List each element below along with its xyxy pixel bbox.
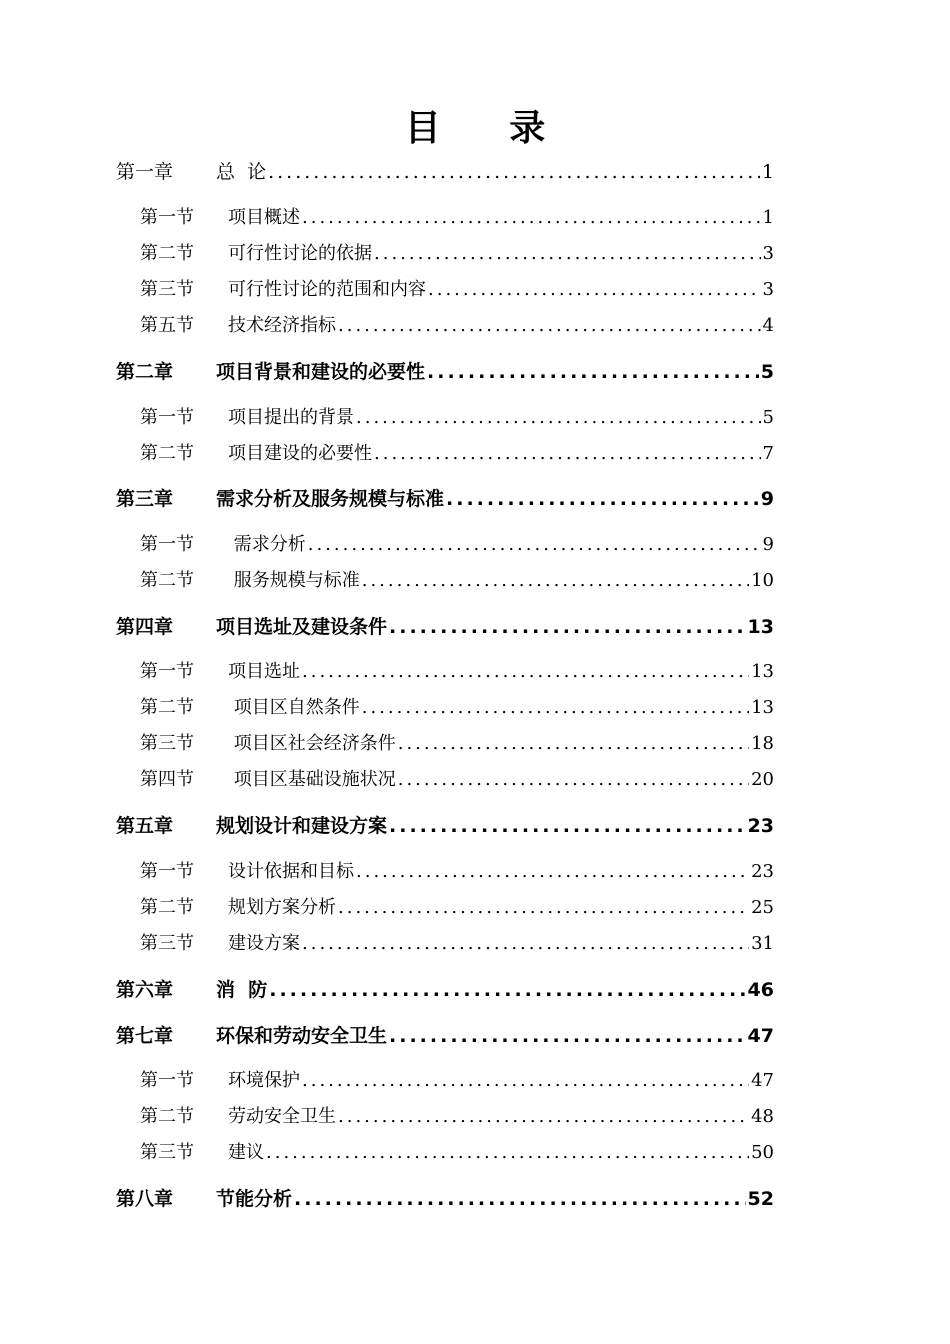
toc-section-row[interactable] [140,657,774,687]
toc-entry-label: 第三节 [140,1142,194,1163]
toc-page-number: 5 [760,361,774,383]
toc-page-number: 47 [747,1025,774,1047]
dot-leader [308,530,761,560]
dot-leader [362,566,749,596]
toc-entry-title: 项目选址及建设条件 [216,616,388,638]
dot-leader [389,612,746,642]
toc-page-number: 20 [751,769,774,790]
toc-entry-title: 规划设计和建设方案 [216,815,388,837]
toc-entry-label: 第一章 [116,161,174,183]
toc-entry-title: 需求分析及服务规模与标准 [216,488,445,510]
dot-leader [302,203,761,233]
toc-page-number: 10 [751,570,774,591]
toc-page-number: 23 [747,815,774,837]
toc-entry-title: 项目区社会经济条件 [228,733,396,754]
dot-leader [428,275,761,305]
toc-entry-title: 规划方案分析 [228,897,336,918]
toc-page-number: 3 [762,279,774,300]
toc-page-number: 13 [751,661,774,682]
toc-page-number: 1 [762,207,774,228]
toc-entry-label: 第二节 [140,443,194,464]
toc-entry-title: 建议 [228,1142,264,1163]
dot-leader [302,657,749,687]
toc-page-number: 13 [747,616,774,638]
dot-leader [338,1102,749,1132]
dot-leader [427,357,759,387]
toc-page-number: 1 [761,161,774,183]
toc-entry-title: 项目提出的背景 [228,407,354,428]
toc-section-row[interactable] [140,1102,774,1132]
toc-entry-label: 第一节 [140,407,194,428]
toc-chapter-row[interactable] [116,357,774,387]
toc-entry-label: 第三节 [140,279,194,300]
toc-page-number: 31 [751,933,774,954]
toc-section-row[interactable] [140,203,774,233]
toc-section-row[interactable] [140,765,774,795]
toc-page-number: 25 [751,897,774,918]
toc-section-row[interactable] [140,729,774,759]
toc-page-number: 3 [762,243,774,264]
toc-section-row[interactable] [140,566,774,596]
dot-leader [389,1021,746,1051]
toc-page-number: 9 [762,534,774,555]
dot-leader [389,811,746,841]
toc-entry-label: 第八章 [116,1188,174,1210]
toc-page-number: 18 [751,733,774,754]
toc-section-row[interactable] [140,439,774,469]
toc-section-row[interactable] [140,857,774,887]
toc-entry-label: 第一节 [140,661,194,682]
dot-leader [374,239,761,269]
dot-leader [398,765,749,795]
dot-leader [338,893,749,923]
toc-entry-label: 第二节 [140,897,194,918]
toc-section-row[interactable] [140,1066,774,1096]
dot-leader [302,1066,749,1096]
toc-entry-label: 第三节 [140,733,194,754]
toc-entry-label: 第五节 [140,315,194,336]
toc-entry-label: 第三节 [140,933,194,954]
toc-section-row[interactable] [140,530,774,560]
toc-page-number: 4 [762,315,774,336]
toc-chapter-row[interactable] [116,1184,774,1214]
dot-leader [302,929,749,959]
toc-section-row[interactable] [140,693,774,723]
dot-leader [356,857,749,887]
toc-chapter-row[interactable] [116,1021,774,1051]
toc-page-number: 50 [751,1142,774,1163]
toc-entry-title: 可行性讨论的依据 [228,243,372,264]
toc-entry-label: 第二节 [140,243,194,264]
toc-chapter-row[interactable] [116,484,774,514]
toc-section-row[interactable] [140,311,774,341]
toc-section-row[interactable] [140,239,774,269]
toc-entry-label: 第二节 [140,697,194,718]
toc-page-number: 47 [751,1070,774,1091]
toc-entry-label: 第二节 [140,570,194,591]
toc-entry-title: 项目区基础设施状况 [228,769,396,790]
dot-leader [398,729,749,759]
toc-section-row[interactable] [140,403,774,433]
toc-chapter-row[interactable] [116,811,774,841]
toc-entry-title: 建设方案 [228,933,300,954]
toc-entry-label: 第四章 [116,616,174,638]
dot-leader [356,403,761,433]
toc-chapter-row[interactable] [116,157,774,187]
toc-entry-label: 第一节 [140,1070,194,1091]
toc-entry-title: 消 防 [216,979,268,1001]
toc-entry-title: 设计依据和目标 [228,861,354,882]
toc-entry-label: 第三章 [116,488,174,510]
toc-page-number: 23 [751,861,774,882]
toc-entry-label: 第六章 [116,979,174,1001]
toc-entry-title: 项目概述 [228,207,300,228]
dot-leader [266,1138,749,1168]
toc-section-row[interactable] [140,893,774,923]
toc-entry-title: 劳动安全卫生 [228,1106,336,1127]
toc-chapter-row[interactable] [116,612,774,642]
dot-leader [294,1184,746,1214]
toc-page-number: 52 [747,1188,774,1210]
toc-entry-label: 第二节 [140,1106,194,1127]
dot-leader [269,975,745,1005]
toc-entry-title: 需求分析 [228,534,306,555]
toc-entry-title: 节能分析 [216,1188,293,1210]
toc-page-number: 48 [751,1106,774,1127]
toc-chapter-row[interactable] [116,975,774,1005]
toc-entry-title: 项目建设的必要性 [228,443,372,464]
dot-leader [362,693,749,723]
toc-entry-title: 总 论 [216,161,267,183]
toc-section-row[interactable] [140,275,774,305]
toc-section-row[interactable] [140,929,774,959]
toc-page-number: 5 [762,407,774,428]
toc-entry-label: 第七章 [116,1025,174,1047]
toc-entry-label: 第一节 [140,534,194,555]
toc-entry-title: 服务规模与标准 [228,570,360,591]
toc-entry-title: 技术经济指标 [228,315,336,336]
toc-page-number: 9 [760,488,774,510]
toc-entry-label: 第四节 [140,769,194,790]
toc-entry-label: 第二章 [116,361,174,383]
dot-leader [446,484,759,514]
dot-leader [374,439,761,469]
toc-entry-title: 环境保护 [228,1070,300,1091]
toc-entry-title: 环保和劳动安全卫生 [216,1025,388,1047]
page-title: 目 录 [404,108,574,149]
toc-entry-title: 项目区自然条件 [228,697,360,718]
toc-entry-title: 项目选址 [228,661,300,682]
toc-page-number: 13 [751,697,774,718]
dot-leader [338,311,761,341]
toc-section-row[interactable] [140,1138,774,1168]
toc-entry-label: 第一节 [140,207,194,228]
toc-page-number: 46 [747,979,774,1001]
dot-leader [268,157,760,187]
toc-entry-label: 第一节 [140,861,194,882]
toc-entry-title: 项目背景和建设的必要性 [216,361,426,383]
toc-entry-label: 第五章 [116,815,174,837]
toc-page-number: 7 [762,443,774,464]
toc-entry-title: 可行性讨论的范围和内容 [228,279,426,300]
